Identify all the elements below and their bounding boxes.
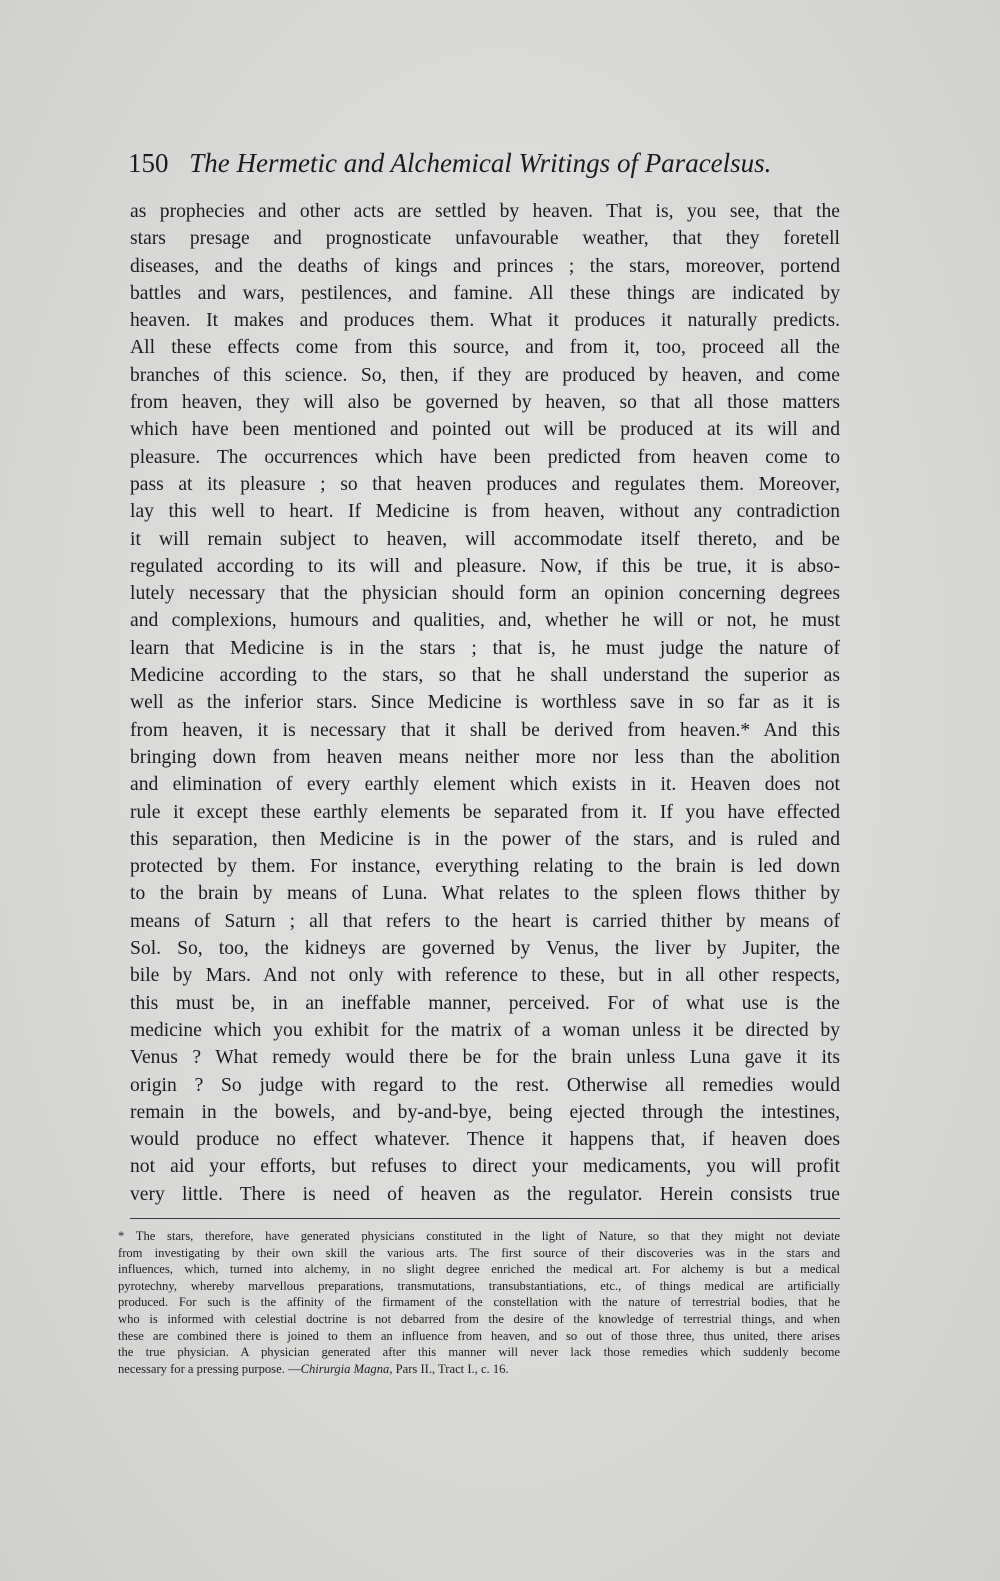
footnote-line: influences, which, turned into alchemy, in no slight degree enriched the medical art. For alchemy is but a medical — [118, 1262, 840, 1277]
text-line: and elimination of every earthly element which exists in it. Heaven does not — [130, 774, 840, 796]
footnote-line: produced. For such is the affinity of the firmament of the constellation with the nature of terrestrial bodies, that he — [118, 1295, 840, 1310]
text-line: remain in the bowels, and by-and-bye, being ejected through the intestines, — [130, 1101, 840, 1123]
text-line: very little. There is need of heaven as the regulator. Herein consists true — [130, 1183, 840, 1205]
page-number: 150 — [128, 148, 169, 178]
text-line: would produce no effect whatever. Thence it happens that, if heaven does — [130, 1129, 840, 1151]
footnote-line: the true physician. A physician generated after this manner will never lack those remedies which suddenly become — [118, 1345, 840, 1360]
text-line: battles and wars, pestilences, and famine. All these things are indicated by — [130, 282, 840, 304]
text-line: All these effects come from this source, and from it, too, proceed all the — [130, 337, 840, 359]
text-line: regulated according to its will and pleasure. Now, if this be true, it is abso- — [130, 555, 840, 577]
text-line: medicine which you exhibit for the matrix of a woman unless it be directed by — [130, 1019, 840, 1041]
text-line: it will remain subject to heaven, will accommodate itself thereto, and be — [130, 528, 840, 550]
text-line: stars presage and prognosticate unfavourable weather, that they foretell — [130, 228, 840, 250]
footnote-line: who is informed with celestial doctrine is not debarred from the desire of the knowledge of terrestrial things, and when — [118, 1311, 840, 1326]
running-title: The Hermetic and Alchemical Writings of Paracelsus. — [189, 148, 772, 178]
text-line: rule it except these earthly elements be separated from it. If you have effected — [130, 801, 840, 823]
footnote-line: pyrotechny, whereby marvellous preparations, transmutations, transubstantiations, etc., of things medical are artificially — [118, 1278, 840, 1293]
text-line: lutely necessary that the physician should form an opinion concerning degrees — [130, 583, 840, 605]
text-line: protected by them. For instance, everything relating to the brain is led down — [130, 856, 840, 878]
footnote-divider — [130, 1218, 840, 1219]
text-line: learn that Medicine is in the stars ; that is, he must judge the nature of — [130, 637, 840, 659]
text-line: diseases, and the deaths of kings and princes ; the stars, moreover, portend — [130, 255, 840, 277]
text-line: Venus ? What remedy would there be for the brain unless Luna gave it its — [130, 1047, 840, 1069]
text-line: as prophecies and other acts are settled by heaven. That is, you see, that the — [130, 201, 840, 222]
text-line: this separation, then Medicine is in the power of the stars, and is ruled and — [130, 828, 840, 850]
footnote-line: from investigating by their own skill the various arts. The first source of their discoveries was in the stars and — [118, 1245, 840, 1260]
text-line: branches of this science. So, then, if they are produced by heaven, and come — [130, 364, 840, 386]
text-line: Medicine according to the stars, so that he shall understand the superior as — [130, 665, 840, 687]
footnote-line: * The stars, therefore, have generated physicians constituted in the light of Nature, so that they might not deviate — [118, 1229, 840, 1243]
text-line: from heaven, it is necessary that it shall be derived from heaven.* And this — [130, 719, 840, 741]
text-line: from heaven, they will also be governed by heaven, so that all those matters — [130, 392, 840, 414]
text-line: not aid your efforts, but refuses to direct your medicaments, you will profit — [130, 1156, 840, 1178]
text-line: pleasure. The occurrences which have been predicted from heaven come to — [130, 446, 840, 468]
text-line: heaven. It makes and produces them. What it produces it naturally predicts. — [130, 310, 840, 332]
text-line: means of Saturn ; all that refers to the heart is carried thither by means of — [130, 910, 840, 932]
footnote-line-text: necessary for a pressing purpose. — — [118, 1361, 301, 1376]
footnote-line: these are combined there is joined to them an influence from heaven, and so out of those three, thus united, there arises — [118, 1328, 840, 1343]
text-line: origin ? So judge with regard to the rest. Otherwise all remedies would — [130, 1074, 840, 1096]
citation-reference: , Pars II., Tract I., c. 16. — [389, 1361, 509, 1376]
text-line: lay this well to heart. If Medicine is from heaven, without any contradiction — [130, 501, 840, 523]
text-line: bringing down from heaven means neither more nor less than the abolition — [130, 746, 840, 768]
footnote — [118, 1228, 840, 1377]
running-header — [128, 148, 848, 179]
text-line: to the brain by means of Luna. What relates to the spleen flows thither by — [130, 883, 840, 905]
footnote-line — [118, 1361, 840, 1378]
text-line: and complexions, humours and qualities, and, whether he will or not, he must — [130, 610, 840, 632]
text-line: Sol. So, too, the kidneys are governed by Venus, the liver by Jupiter, the — [130, 938, 840, 960]
text-line: which have been mentioned and pointed out will be produced at its will and — [130, 419, 840, 441]
text-line: this must be, in an ineffable manner, perceived. For of what use is the — [130, 992, 840, 1014]
main-text — [130, 198, 840, 1208]
text-line: well as the inferior stars. Since Medicine is worthless save in so far as it is — [130, 692, 840, 714]
text-line: bile by Mars. And not only with reference to these, but in all other respects, — [130, 965, 840, 987]
text-line: pass at its pleasure ; so that heaven produces and regulates them. Moreover, — [130, 473, 840, 495]
citation-work: Chirurgia Magna — [300, 1361, 390, 1376]
